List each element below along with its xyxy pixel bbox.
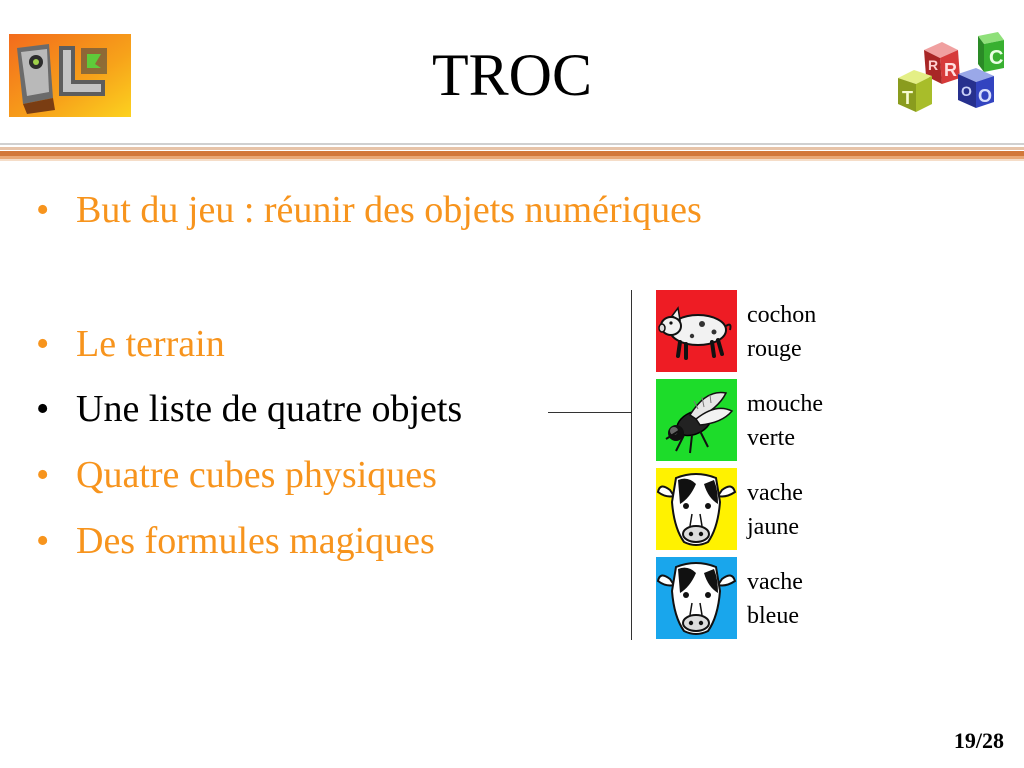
pig-icon — [656, 290, 737, 372]
object-item-blue-cow — [656, 557, 846, 639]
bullet-text: Quatre cubes physiques — [76, 454, 437, 496]
svg-text:R: R — [944, 60, 957, 80]
bullet-marker: • — [36, 189, 50, 231]
object-name: vache — [747, 480, 803, 506]
bullet-marker: • — [36, 388, 50, 430]
page-title: TROC — [431, 42, 593, 108]
object-label — [747, 387, 847, 455]
bullet-text: Le terrain — [76, 323, 225, 365]
object-item-yellow-cow — [656, 468, 846, 550]
object-label — [747, 476, 847, 544]
object-name: mouche — [747, 391, 823, 417]
svg-text:O: O — [961, 83, 972, 99]
bullet-text: Des formules magiques — [76, 520, 435, 562]
bullet-item — [36, 519, 435, 563]
bracket-line — [631, 290, 632, 640]
object-name: vache — [747, 569, 803, 595]
cow-icon — [656, 557, 737, 639]
header-divider — [0, 143, 1024, 163]
object-item-red-pig — [656, 290, 846, 372]
object-label — [747, 298, 847, 366]
bullet-marker: • — [36, 323, 50, 365]
object-swatch — [656, 290, 737, 372]
bullet-text: But du jeu : réunir des objets numériques — [76, 189, 702, 231]
object-swatch — [656, 379, 737, 461]
svg-text:C: C — [989, 47, 1004, 69]
object-name: cochon — [747, 302, 817, 328]
connector-line — [548, 412, 632, 413]
object-item-green-fly — [656, 379, 846, 461]
troc-logo — [892, 28, 1010, 116]
object-swatch — [656, 468, 737, 550]
bullet-marker: • — [36, 520, 50, 562]
bullet-text: Une liste de quatre objets — [76, 388, 463, 430]
cow-icon — [656, 468, 737, 550]
troc-cubes-icon — [892, 28, 1010, 116]
bullet-item — [36, 322, 225, 366]
fly-icon — [656, 379, 737, 461]
bullet-marker: • — [36, 454, 50, 496]
object-color: rouge — [747, 336, 802, 362]
bullet-item — [36, 453, 437, 497]
bullet-item — [36, 188, 702, 232]
object-color: jaune — [747, 514, 799, 540]
svg-text:T: T — [902, 88, 913, 108]
page-number: 19/28 — [953, 728, 1004, 753]
object-label — [747, 565, 847, 633]
svg-text:R: R — [928, 57, 939, 73]
svg-text:O: O — [978, 86, 993, 106]
bullet-item — [36, 387, 462, 431]
object-swatch — [656, 557, 737, 639]
object-color: verte — [747, 425, 795, 451]
object-color: bleue — [747, 603, 799, 629]
